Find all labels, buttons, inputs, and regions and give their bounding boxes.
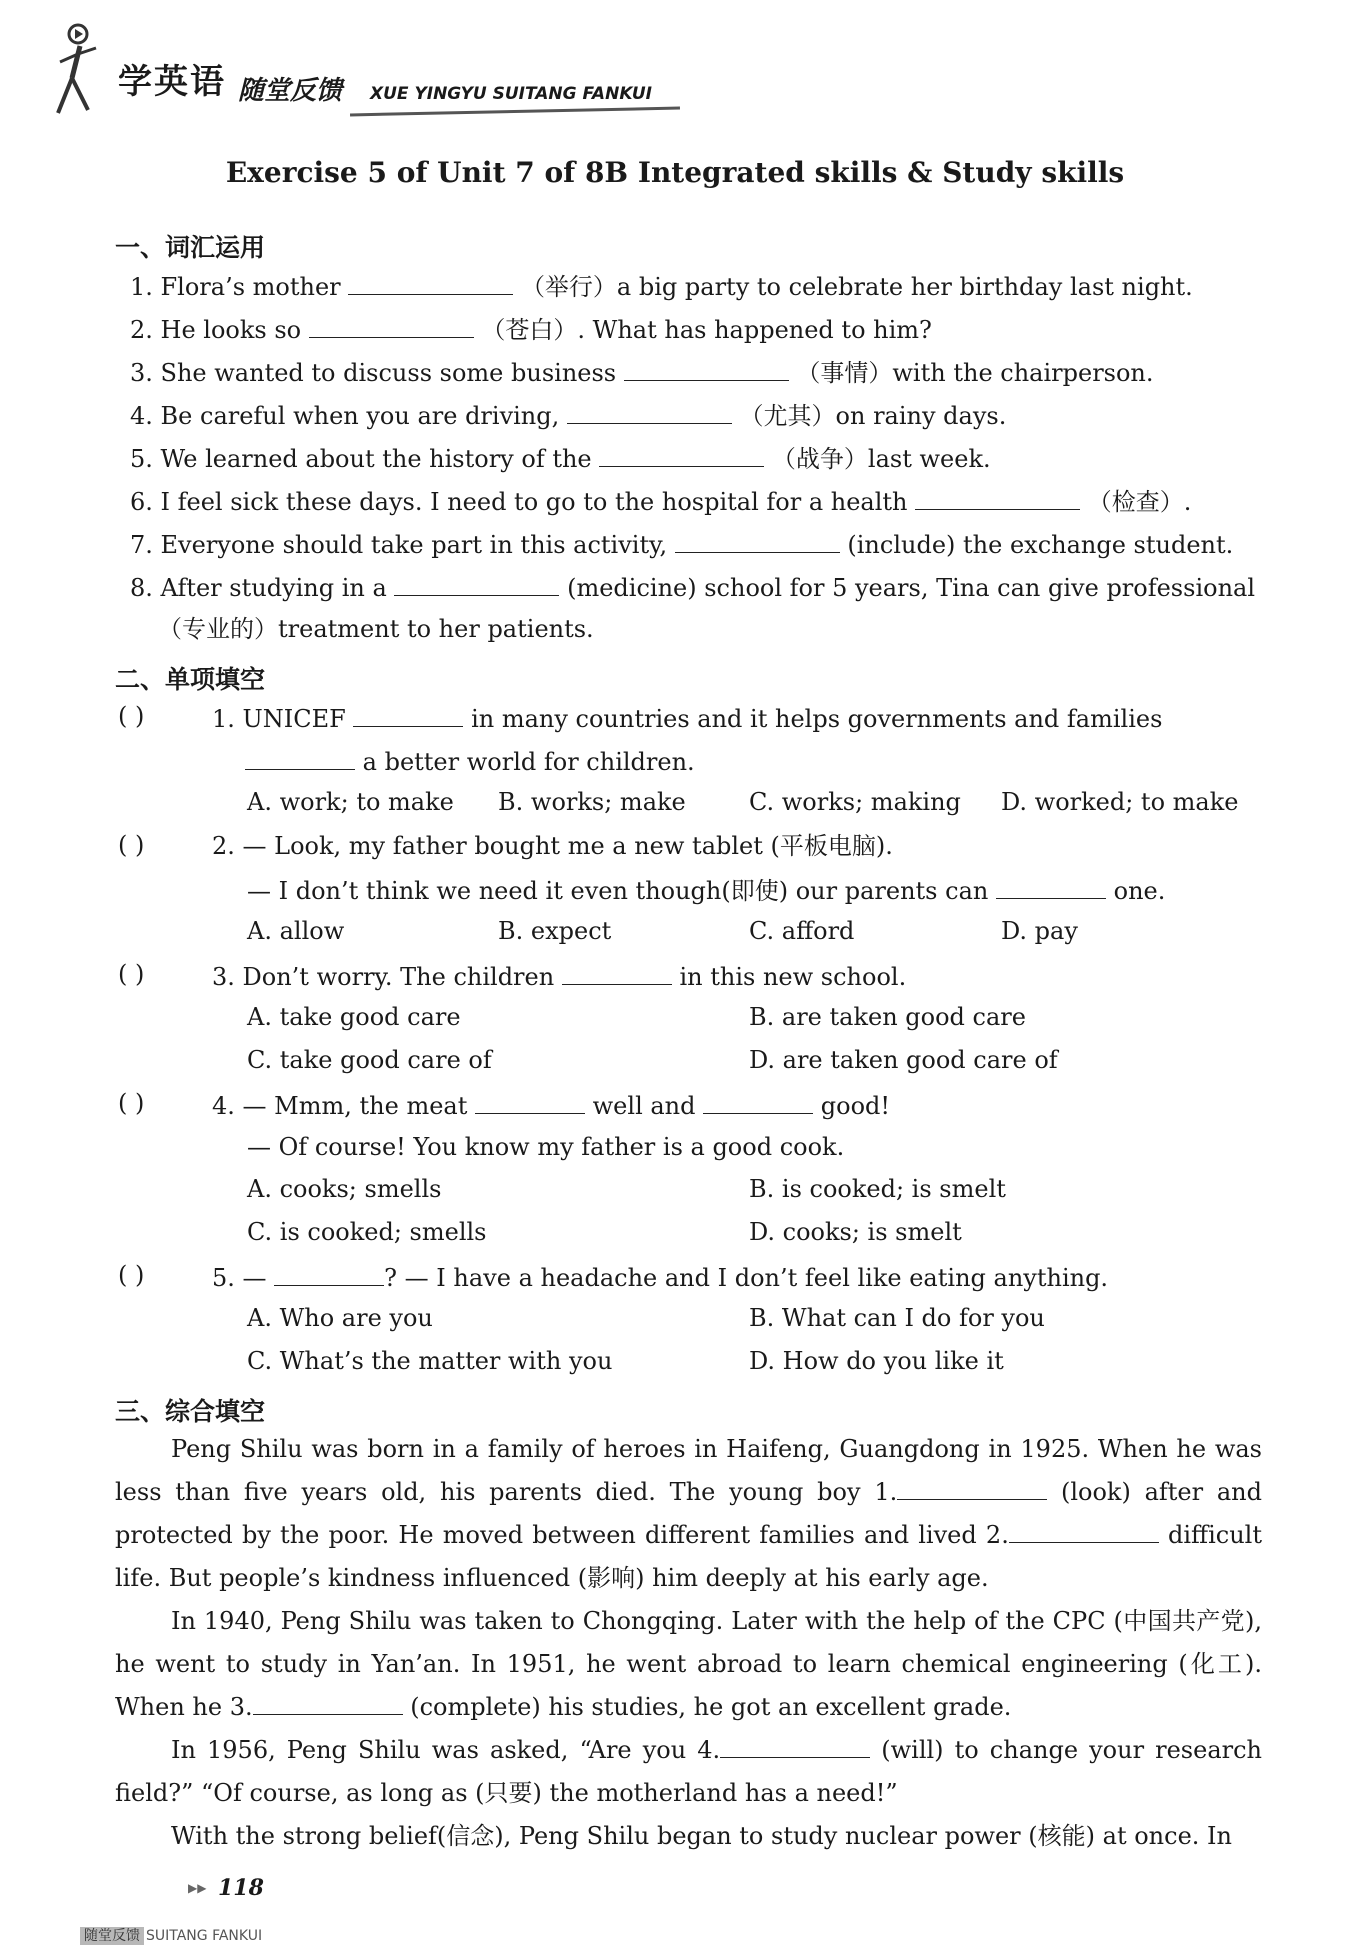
- vocab-item-5: 5. We learned about the history of the （战争）last week.: [130, 442, 991, 474]
- option-b[interactable]: B. is cooked; is smelt: [749, 1175, 1006, 1203]
- option-a[interactable]: A. work; to make: [247, 788, 454, 816]
- answer-paren[interactable]: ( ): [118, 1261, 145, 1289]
- header-underline: [350, 107, 680, 117]
- page-header: [50, 18, 690, 128]
- answer-blank[interactable]: [567, 399, 732, 424]
- answer-blank[interactable]: [353, 702, 463, 727]
- vocab-item-2: 2. He looks so （苍白）. What has happened to him?: [130, 313, 932, 345]
- option-d[interactable]: D. How do you like it: [749, 1347, 1004, 1375]
- section-heading-vocabulary: 一、词汇运用: [115, 233, 266, 262]
- vocab-item-3: 3. She wanted to discuss some business （事情）with the chairperson.: [130, 356, 1154, 388]
- option-a[interactable]: A. Who are you: [247, 1304, 433, 1332]
- answer-paren[interactable]: ( ): [118, 960, 145, 988]
- answer-paren[interactable]: ( ): [118, 702, 145, 730]
- question-5: 5. — ? — I have a headache and I don’t feel like eating anything.: [212, 1261, 1108, 1293]
- answer-blank[interactable]: [897, 1475, 1047, 1500]
- vocab-item-4: 4. Be careful when you are driving, （尤其）on rainy days.: [130, 399, 1006, 431]
- question-3: 3. Don’t worry. The children in this new school.: [212, 960, 906, 992]
- answer-blank[interactable]: [274, 1261, 384, 1286]
- answer-blank[interactable]: [562, 960, 672, 985]
- option-c[interactable]: C. What’s the matter with you: [247, 1347, 613, 1375]
- option-c[interactable]: C. works; making: [749, 788, 961, 816]
- answer-paren[interactable]: ( ): [118, 831, 145, 859]
- answer-blank[interactable]: [703, 1089, 813, 1114]
- vocab-item-6: 6. I feel sick these days. I need to go to the hospital for a health （检查）.: [130, 485, 1191, 517]
- answer-blank[interactable]: [624, 356, 789, 381]
- footer-tag: [80, 1925, 262, 1945]
- footer-tag-en: SUITANG FANKUI: [146, 1928, 263, 1944]
- answer-blank[interactable]: [915, 485, 1080, 510]
- vocab-item-8-continued: （专业的）treatment to her patients.: [158, 615, 594, 643]
- double-arrow-icon: ▶▶: [188, 1881, 207, 1895]
- option-c[interactable]: C. take good care of: [247, 1046, 492, 1074]
- answer-blank[interactable]: [348, 270, 513, 295]
- option-d[interactable]: D. pay: [1001, 917, 1078, 945]
- answer-blank[interactable]: [996, 874, 1106, 899]
- paragraph-4: With the strong belief(信念), Peng Shilu began to study nuclear power (核能) at once. In: [171, 1822, 1232, 1850]
- option-c[interactable]: C. afford: [749, 917, 855, 945]
- brand-pinyin: XUE YINGYU SUITANG FANKUI: [370, 84, 653, 104]
- answer-blank[interactable]: [245, 745, 355, 770]
- question-4: 4. — Mmm, the meat well and good!: [212, 1089, 890, 1121]
- footer-tag-cn: 随堂反馈: [80, 1927, 144, 1945]
- vocab-item-1: 1. Flora’s mother （举行）a big party to celebrate her birthday last night.: [130, 270, 1193, 302]
- answer-paren[interactable]: ( ): [118, 1089, 145, 1117]
- answer-blank[interactable]: [394, 571, 559, 596]
- brand-subtitle: 随堂反馈: [238, 76, 343, 106]
- answer-blank[interactable]: [675, 528, 840, 553]
- option-a[interactable]: A. cooks; smells: [247, 1175, 442, 1203]
- option-d[interactable]: D. worked; to make: [1001, 788, 1239, 816]
- option-c[interactable]: C. is cooked; smells: [247, 1218, 487, 1246]
- question-2: 2. — Look, my father bought me a new tablet (平板电脑).: [212, 832, 893, 860]
- option-b[interactable]: B. are taken good care: [749, 1003, 1026, 1031]
- answer-blank[interactable]: [475, 1089, 585, 1114]
- answer-blank[interactable]: [1009, 1518, 1159, 1543]
- paragraph-2: In 1940, Peng Shilu was taken to Chongqing. Later with the help of the CPC (中国共产党), he went to study in Yan’an. In 1951, he went abroad to learn chemical engineering (化工). When he 3. (complete) his studies, he got an excellent grade.: [115, 1607, 1262, 1721]
- option-b[interactable]: B. works; make: [498, 788, 686, 816]
- question-2-cont: — I don’t think we need it even though(即使) our parents can one.: [247, 874, 1165, 906]
- vocab-item-7: 7. Everyone should take part in this activity, (include) the exchange student.: [130, 528, 1233, 560]
- option-d[interactable]: D. cooks; is smelt: [749, 1218, 962, 1246]
- runner-logo-icon: [50, 18, 120, 123]
- option-b[interactable]: B. expect: [498, 917, 612, 945]
- question-1-cont: a better world for children.: [245, 745, 695, 777]
- page-title: Exercise 5 of Unit 7 of 8B Integrated skills & Study skills: [225, 156, 1125, 189]
- answer-blank[interactable]: [599, 442, 764, 467]
- page-number: 118: [218, 1875, 264, 1901]
- question-1: 1. UNICEF in many countries and it helps governments and families: [212, 702, 1162, 734]
- option-b[interactable]: B. What can I do for you: [749, 1304, 1045, 1332]
- question-4-reply: — Of course! You know my father is a good cook.: [247, 1133, 845, 1161]
- answer-blank[interactable]: [253, 1690, 403, 1715]
- option-d[interactable]: D. are taken good care of: [749, 1046, 1058, 1074]
- vocab-item-8: 8. After studying in a (medicine) school for 5 years, Tina can give professional: [130, 571, 1255, 603]
- brand-title: 学英语: [118, 62, 226, 102]
- answer-blank[interactable]: [720, 1733, 870, 1758]
- paragraph-1: Peng Shilu was born in a family of heroes in Haifeng, Guangdong in 1925. When he was less than five years old, his parents died. The young boy 1. (look) after and protected by the poor. He moved between different families and lived 2. difficult life. But people’s kindness influenced (影响) him deeply at his early age.: [115, 1435, 1262, 1592]
- paragraph-3: In 1956, Peng Shilu was asked, “Are you 4. (will) to change your research field?” “Of course, as long as (只要) the motherland has a need!”: [115, 1729, 1262, 1815]
- answer-blank[interactable]: [309, 313, 474, 338]
- section-heading-single-choice: 二、单项填空: [115, 665, 266, 694]
- section-heading-cloze: 三、综合填空: [115, 1397, 266, 1426]
- option-a[interactable]: A. take good care: [247, 1003, 461, 1031]
- option-a[interactable]: A. allow: [247, 917, 345, 945]
